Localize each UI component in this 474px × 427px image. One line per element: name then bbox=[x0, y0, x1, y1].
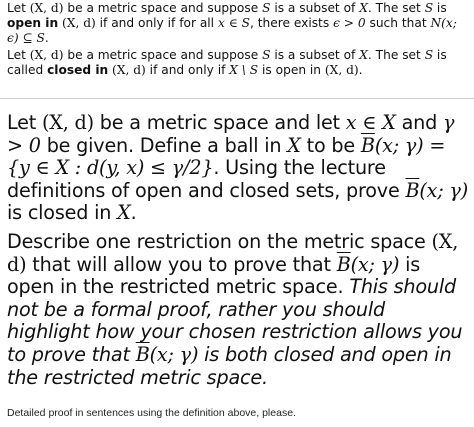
math: γ > 0 bbox=[7, 111, 455, 157]
math: (x; γ) = {y ∈ X : d(y, x) ≤ γ/2} bbox=[7, 133, 446, 180]
text: if and only if for all bbox=[95, 16, 218, 30]
definition-open bbox=[7, 1, 469, 46]
math: S bbox=[424, 1, 434, 15]
math: (X, d) bbox=[324, 63, 359, 77]
math: S bbox=[262, 1, 271, 15]
math: X bbox=[117, 201, 131, 225]
bold-term-closed-in: closed in bbox=[47, 63, 109, 77]
divider bbox=[0, 98, 474, 99]
closed-ball-symbol: $\overline{B}$ bbox=[360, 133, 375, 157]
math: (x; γ) bbox=[350, 252, 400, 276]
text: be a metric space and suppose bbox=[63, 1, 263, 15]
math: (x; γ) bbox=[149, 342, 199, 366]
text: be a metric space and let bbox=[93, 111, 346, 134]
text: , there exists bbox=[249, 16, 334, 30]
problem-part-2 bbox=[7, 231, 471, 389]
text: . bbox=[358, 63, 363, 77]
text: Describe one restriction on the metric space bbox=[7, 229, 432, 253]
text: if and only if bbox=[145, 63, 230, 77]
closed-ball-symbol: $\overline{B}$ bbox=[336, 252, 351, 276]
text: Let bbox=[7, 48, 30, 62]
closed-ball-symbol: $\overline{B}$ bbox=[135, 342, 150, 366]
math: X \ S bbox=[229, 63, 259, 77]
text: . bbox=[130, 201, 137, 225]
text: is open in the restricted metric space. bbox=[7, 252, 421, 299]
math: x ∈ S bbox=[217, 16, 250, 30]
text: . The set bbox=[367, 1, 425, 15]
text: . Using the lecture definitions of open and closed sets, prove bbox=[7, 156, 406, 202]
text: to be bbox=[300, 133, 361, 157]
math: x ∈ X bbox=[345, 111, 396, 134]
italic-text: is both closed and open in the restricted metric space. bbox=[7, 342, 452, 389]
text: be a metric space and suppose bbox=[63, 48, 263, 62]
math: S bbox=[262, 48, 271, 62]
text: Let bbox=[7, 111, 42, 134]
closed-ball-symbol: $\overline{B}$ bbox=[405, 178, 420, 202]
math: (X, d) bbox=[41, 111, 94, 134]
text: and bbox=[395, 111, 443, 134]
bold-term-open-in: open in bbox=[7, 16, 59, 30]
text: such that bbox=[365, 16, 431, 30]
math: (X, d) bbox=[58, 16, 96, 30]
math: N(x; ϵ) ⊆ S bbox=[7, 16, 457, 45]
math: X bbox=[359, 48, 368, 62]
text: is a subset of bbox=[270, 48, 360, 62]
text: . bbox=[44, 31, 49, 45]
text: is called bbox=[7, 48, 447, 77]
text: . The set bbox=[367, 48, 425, 62]
math: (X, d) bbox=[29, 1, 64, 15]
definitions-block bbox=[7, 1, 469, 78]
math: (X, d) bbox=[29, 48, 64, 62]
text: is bbox=[433, 1, 447, 15]
math: (x; γ) bbox=[419, 178, 468, 202]
text: that will allow you to prove that bbox=[26, 252, 337, 276]
math: (X, d) bbox=[108, 63, 146, 77]
text: is open in bbox=[258, 63, 325, 77]
math: X bbox=[287, 133, 301, 157]
italic-text: This should not be a formal proof, rather you should highlight how your chosen restriction allows you to prove that bbox=[7, 275, 463, 366]
math: (X, d) bbox=[7, 229, 459, 276]
math: S bbox=[424, 48, 434, 62]
math: X bbox=[359, 1, 368, 15]
text: is a subset of bbox=[270, 1, 360, 15]
definition-closed bbox=[7, 48, 469, 78]
text: is closed in bbox=[7, 201, 118, 225]
text: be given. Define a ball in bbox=[40, 133, 288, 157]
footer-note: Detailed proof in sentences using the definition above, please. bbox=[7, 407, 296, 419]
text: Let bbox=[7, 1, 30, 15]
problem-block bbox=[7, 112, 471, 389]
math: ϵ > 0 bbox=[333, 16, 366, 30]
problem-part-1 bbox=[7, 112, 471, 225]
